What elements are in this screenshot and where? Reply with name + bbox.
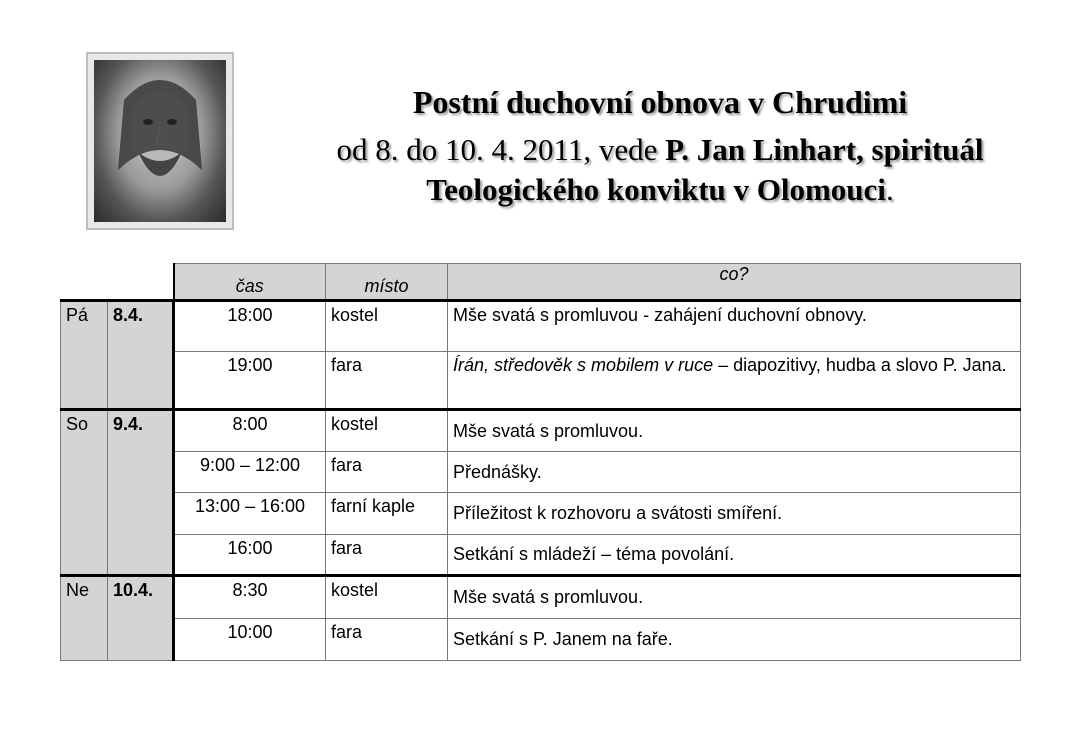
time-cell: 8:30: [174, 576, 326, 619]
what-cell: Setkání s mládeží – téma povolání.: [448, 535, 1021, 576]
period: .: [885, 172, 894, 207]
table-row: [61, 576, 1021, 619]
subtitle-line-2: [250, 132, 1070, 168]
time-cell: 13:00 – 16:00: [174, 493, 326, 535]
leader-name: P. Jan Linhart, spirituál: [665, 132, 984, 167]
date-cell: 10.4.: [108, 576, 174, 661]
christ-portrait-image: [94, 60, 226, 222]
what-cell: Mše svatá s promluvou.: [448, 410, 1021, 452]
table-row: [61, 301, 1021, 352]
date-cell: 9.4.: [108, 410, 174, 576]
blank-corner: [61, 264, 108, 301]
day-cell: Pá: [61, 301, 108, 410]
leader-institution: Teologického konviktu v Olomouci: [426, 172, 886, 207]
page-title: Postní duchovní obnova v Chrudimi: [412, 84, 908, 120]
table-row: [61, 619, 1021, 661]
what-cell: Mše svatá s promluvou - zahájení duchovní obnovy.: [448, 301, 1021, 352]
table-row: [61, 535, 1021, 576]
what-cell: Mše svatá s promluvou.: [448, 576, 1021, 619]
time-cell: 18:00: [174, 301, 326, 352]
subtitle-line-3: [250, 172, 1070, 208]
place-cell: farní kaple: [326, 493, 448, 535]
header-misto: místo: [326, 264, 448, 301]
dates-text: od 8. do 10. 4. 2011, vede: [336, 132, 666, 167]
header-row: [61, 264, 1021, 301]
what-cell: Příležitost k rozhovoru a svátosti smíření.: [448, 493, 1021, 535]
day-cell: Ne: [61, 576, 108, 661]
time-cell: 16:00: [174, 535, 326, 576]
time-cell: 8:00: [174, 410, 326, 452]
date-cell: 8.4.: [108, 301, 174, 410]
table-row: [61, 352, 1021, 410]
time-cell: 10:00: [174, 619, 326, 661]
place-cell: kostel: [326, 301, 448, 352]
what-italic: Írán, středověk s mobilem v ruce: [453, 355, 714, 375]
header-co: co?: [448, 264, 1021, 301]
place-cell: fara: [326, 619, 448, 661]
schedule-table: [60, 263, 1021, 661]
table-row: [61, 452, 1021, 493]
what-cell: Přednášky.: [448, 452, 1021, 493]
place-cell: fara: [326, 352, 448, 410]
time-cell: 19:00: [174, 352, 326, 410]
place-cell: fara: [326, 535, 448, 576]
table-row: [61, 410, 1021, 452]
time-cell: 9:00 – 12:00: [174, 452, 326, 493]
what-cell: Setkání s P. Janem na faře.: [448, 619, 1021, 661]
place-cell: fara: [326, 452, 448, 493]
table-row: [61, 493, 1021, 535]
what-cell: [448, 352, 1021, 410]
header-cas: čas: [174, 264, 326, 301]
place-cell: kostel: [326, 576, 448, 619]
place-cell: kostel: [326, 410, 448, 452]
what-rest: – diapozitivy, hudba a slovo P. Jana.: [713, 355, 1007, 375]
blank-corner: [108, 264, 174, 301]
day-cell: So: [61, 410, 108, 576]
